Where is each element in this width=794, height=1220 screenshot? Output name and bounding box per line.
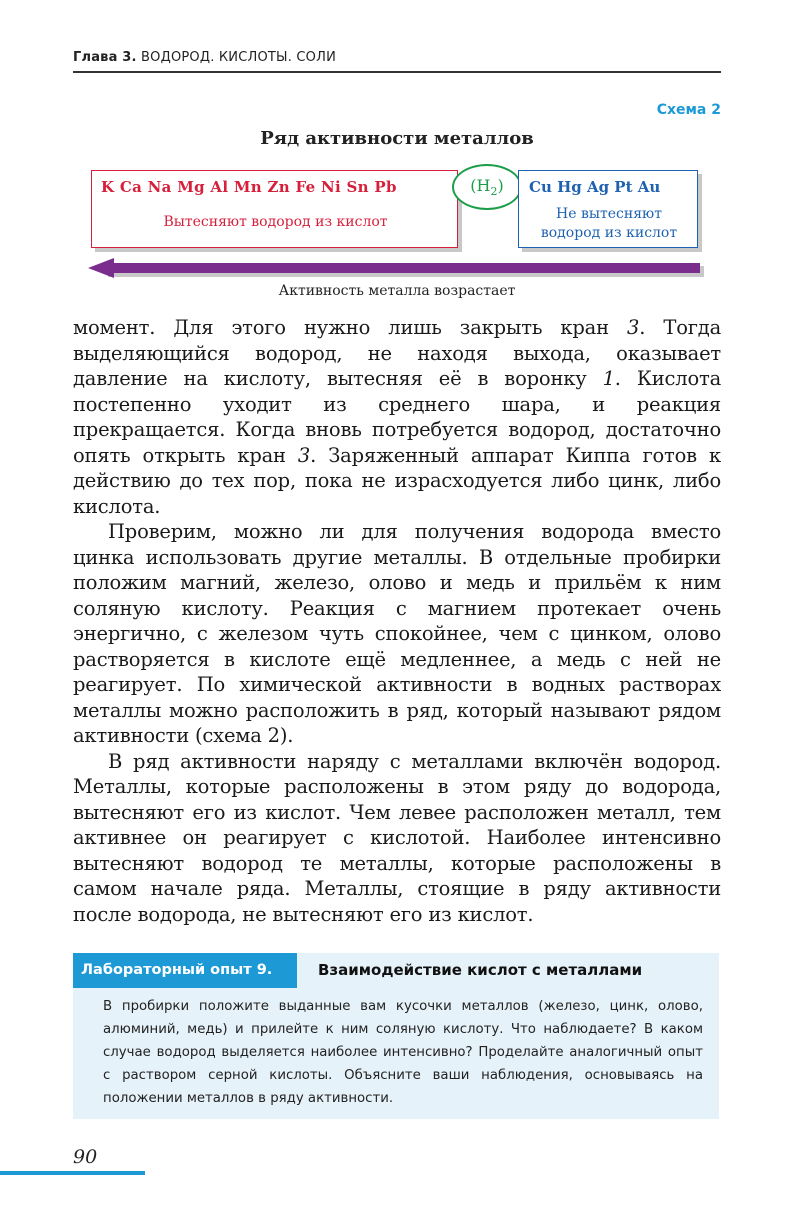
arrow-shaft	[106, 263, 700, 273]
p1-text-b: . Тогда выделяющийся водород, не находя выхода, оказывает давление на кислоту, вытесняя её в воронку	[73, 316, 721, 390]
header-rule	[73, 71, 721, 73]
p1-text-c: . Кислота постепенно уходит из среднего шара, и реакция прекращается. Когда вновь потребуется водород, достаточно опять открыть кран	[73, 367, 721, 467]
hydrogen-oval: $(H_2)$	[452, 164, 522, 210]
displacing-metals-desc: Вытесняют водород из кислот	[163, 214, 388, 230]
displacing-metals-box	[91, 170, 458, 248]
p1-text-d: . Заряженный аппарат Киппа готов к действию до тех пор, пока не израсходуется либо цинк, либо кислота.	[73, 443, 721, 518]
lab-title: Взаимодействие кислот с металлами	[318, 961, 643, 979]
p1-num-3: 3	[297, 443, 311, 467]
page-number-bar	[0, 1171, 145, 1175]
paragraph-1	[73, 315, 721, 519]
p1-num-1: 3	[627, 316, 640, 339]
non-displacing-desc-line1: Не вытесняют	[556, 206, 662, 222]
lab-text: В пробирки положите выданные вам кусочки металлов (железо, цинк, олово, алюминий, медь) и прилейте к ним соляную кислоту. Что наблюдаете? В каком случае водород выделяется наиболее интенсивно? Проделайте аналогичный опыт с раствором серной кислоты. Объясните ваши наблюдения, основываясь на положении металлов в ряду активности.	[103, 999, 703, 1106]
activity-arrow	[88, 257, 704, 281]
lab-tag: Лабораторный опыт 9.	[73, 953, 297, 988]
scheme-title: Ряд активности металлов	[260, 128, 534, 149]
body-text	[73, 315, 721, 927]
p1-text-a: момент. Для этого нужно лишь закрыть кран	[73, 316, 628, 339]
hydrogen-subscript: 2	[490, 185, 498, 199]
arrow-caption: Активность металла возрастает	[278, 283, 516, 299]
hydrogen-symbol: H	[476, 176, 491, 195]
lab-experiment-box	[73, 953, 719, 1119]
non-displacing-desc-line2: водород из кислот	[540, 225, 678, 241]
p1-num-2: 1	[602, 367, 615, 390]
chapter-header	[73, 50, 721, 65]
paragraph-2: Проверим, можно ли для получения водорода вместо цинка использовать другие металлы. В отдельные пробирки положим магний, железо, олово и медь и прильём к ним соляную кислоту. Реакция с магнием протекает очень энергично, с железом чуть спокойнее, чем с цинком, олово растворяется в кислоте ещё медленнее, а медь с ней не реагирует. По химической активности в водных растворах металлы можно расположить в ряд, который называют рядом активности (схема 2).	[73, 520, 721, 747]
arrow-head	[88, 258, 114, 278]
non-displacing-metals-desc	[519, 205, 699, 243]
page-number: 90	[73, 1146, 98, 1168]
non-displacing-metals-list: Cu Hg Ag Pt Au	[529, 178, 661, 196]
chapter-number: Глава 3.	[73, 50, 137, 65]
chapter-title: ВОДОРОД. КИСЛОТЫ. СОЛИ	[141, 50, 336, 65]
non-displacing-metals-box	[518, 170, 698, 248]
scheme-label: Схема 2	[656, 102, 721, 118]
paragraph-3: В ряд активности наряду с металлами включён водород. Металлы, которые расположены в этом ряду до водорода, вытесняют его из кислот. Чем левее расположен металл, тем активнее он реагирует с кислотой. Наиболее интенсивно вытесняют водород те металлы, которые расположены в самом начале ряда. Металлы, стоящие в ряду активности после водорода, не вытесняют его из кислот.	[73, 749, 721, 926]
displacing-metals-list: K Ca Na Mg Al Mn Zn Fe Ni Sn Pb	[101, 178, 397, 196]
